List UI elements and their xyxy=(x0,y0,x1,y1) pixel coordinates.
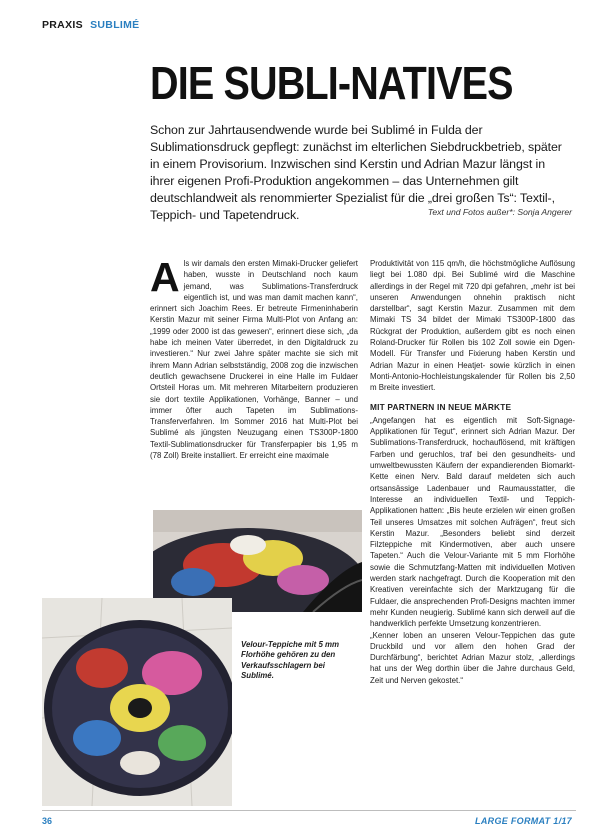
body-paragraph: „Kenner loben an unseren Velour-Teppichen das gute Druckbild und vor allem den hohen Grad der Durchfärbung“, berichtet Adrian Mazur stolz, „allerdings hat uns der Weg dorthin über die Jahre durchaus Geld, Zeit und Nerven gekostet.“ xyxy=(370,630,575,685)
drop-cap: A xyxy=(150,254,180,300)
body-paragraph: ls wir damals den ersten Mimaki-Drucker geliefert haben, wusste in Deutschland noch kaum jemand, was Sublimations-Transferdruck eigentlich ist, und was man damit machen kann“, erinnert sich Joachim Rees. Er betreute Firmeninhaberin Kerstin Mazur mit seiner Firma Multi-Plot von Anfang an: „1999 oder 2000 ist das gewesen“, erinnert diese sich, „da habe ich meinen Vater überredet, in den Digitaldruck zu investieren.“ Nur zwei Jahre später machte sie sich mit ihrem Mann Adrian selbstständig, 2008 zog die inzwischen deutlich gewachsene Druckerei in eine Halle im Fuldaer Ortsteil Horas um. Mit mehreren Mitarbeitern produzieren sie dort textile Applikationen, Vorhänge, Banner – und immer öfter auch Tapeten im Sublimations-Transferverfahren. Im Sommer 2016 hat Multi-Plot bei Sublimé als jüngsten Neuzugang einen TS300P-1800 Textil-Sublimationsdrucker für Transferpapier bis 1,95 m (78 Zoll) Breite installiert. Er erreicht eine maximale xyxy=(150,259,358,461)
printer-rug-illustration xyxy=(153,510,362,612)
photo-caption: Velour-Teppiche mit 5 mm Florhöhe gehören zu den Verkaufsschlagern bei Sublimé. xyxy=(241,640,340,681)
section-header xyxy=(42,19,139,31)
article-lead: Schon zur Jahrtausendwende wurde bei Sublimé in Fulda der Sublimationsdruck gepflegt: zunächst im elterlichen Siebdruckbetrieb, später in einem Provisorium. Inzwischen sind Kerstin und Adrian Mazur längst in ihrer eigenen Profi-Produktion angekommen – das Unternehmen gilt deutschlandweit als renommierter Spezialist für die „drei großen Ts“: Textil-, Teppich- und Tapetendruck. xyxy=(150,123,562,222)
velour-rug-illustration xyxy=(42,598,232,806)
body-paragraph: Produktivität von 115 qm/h, die höchstmögliche Auflösung liegt bei 1.080 dpi. Bei Sublimé wird die Maschine allerdings in der Regel mit 720 dpi gefahren, „mehr ist bei unseren Anwendungen ohnehin praktisch nicht darstellbar“, sagt Kerstin Mazur. Zusammen mit dem Mimaki TS 34 bildet der Mimaki TS300P-1800 das Rückgrat der Produktion, außerdem gibt es noch einen Roland-Drucker für Rollen bis 102 Zoll sowie ein Dgen-Modell. Für Transfer und Fixierung haben Kerstin und Adrian Mazur in einen Heatjet- sowie kürzlich in einen Monti-Antonio-Hochleistungskalender für Rollen bis 2,50 m Breite investiert. xyxy=(370,259,575,393)
velour-rug-photo xyxy=(42,598,232,806)
page-number: 36 xyxy=(42,816,53,826)
footer-divider xyxy=(42,810,576,811)
printer-rug-photo xyxy=(153,510,362,612)
body-paragraph: „Angefangen hat es eigentlich mit Soft-Signage-Applikationen für Tegut“, erinnert sich Adrian Mazur. Der Sublimations-Transferdruck, hochauflösend, mit kräftigen Farben und geruchlos, traf bei den gesundheits- und umweltbewussten Käufern der expandierenden Biomarkt-Kette einen Nerv. Bald darauf meldeten sich auch ortsansässige Ladenbauer und Raumausstatter, die Interesse an individuellen Textil- und Teppich-Applikationen hatten: „Bis heute erzielen wir einen großen Teil unseres Umsatzes mit solchen Aufrägen“, freut sich Kerstin Mazur. „Besonders beliebt sind derzeit Filzteppiche mit Kindermotiven, aber auch unsere Tapeten.“ Auch die Velour-Variante mit 5 mm Florhöhe sowie die Schmutzfang-Matten mit individuellen Motiven werden stark nachgefragt. Durch die Kooperation mit den Kreativen vereinfachte sich der Marktzugang für die Fuldaer, die ansprechenden Profi-Designs machten immer mehr Kunden neugierig. Sublimé kann sich derweil auf die handwerklich perfekte Umsetzung konzentrieren. xyxy=(370,415,575,629)
subsection-label: SUBLIMÉ xyxy=(90,19,140,31)
section-label: PRAXIS xyxy=(42,19,83,31)
text-column-1 xyxy=(150,254,358,461)
article-title: DIE SUBLI-NATIVES xyxy=(150,57,513,109)
photo-credit: Text und Fotos außer*: Sonja Angerer xyxy=(427,207,572,217)
section-subheading: MIT PARTNERN IN NEUE MÄRKTE xyxy=(370,401,512,412)
text-column-2 xyxy=(370,258,575,686)
publication-name: LARGE FORMAT 1/17 xyxy=(475,816,572,826)
